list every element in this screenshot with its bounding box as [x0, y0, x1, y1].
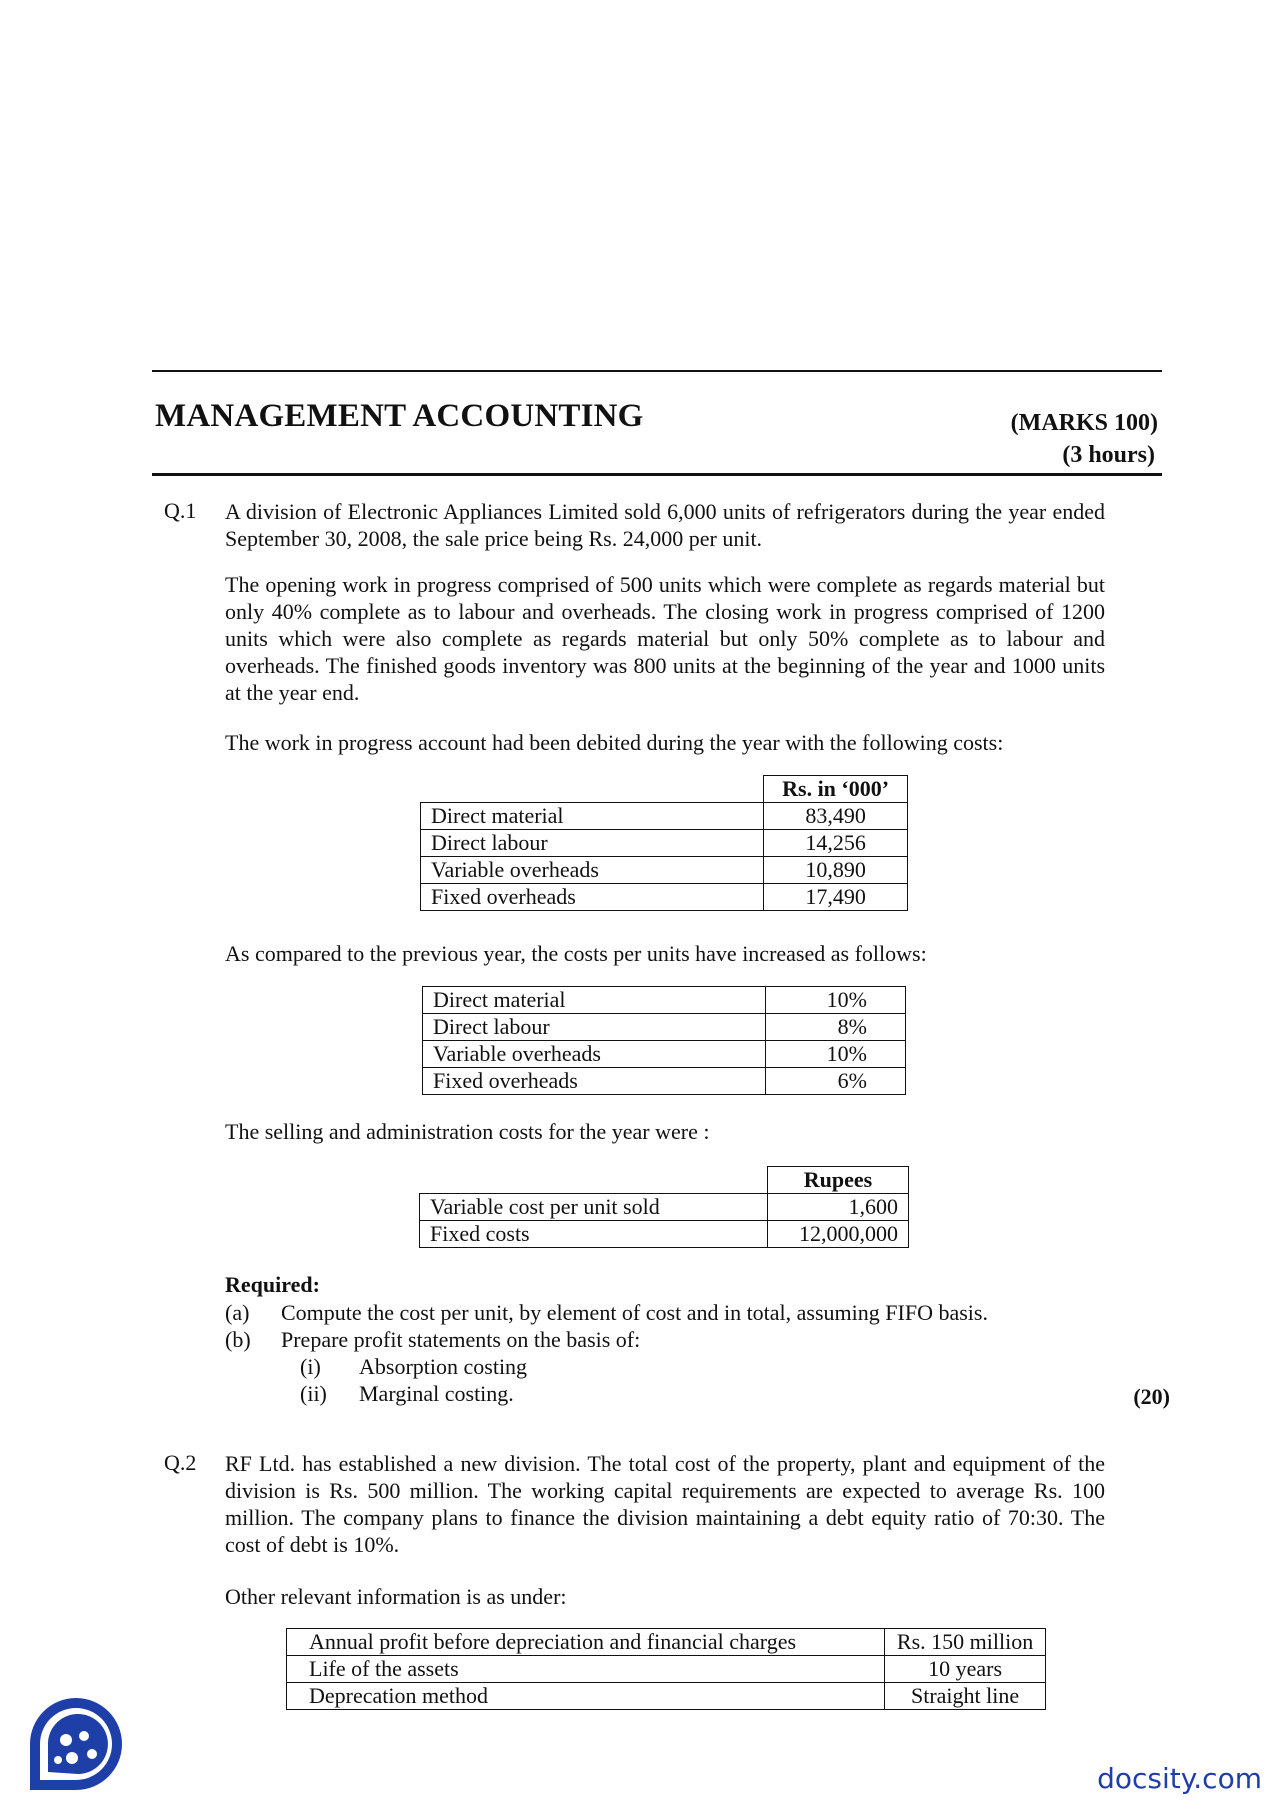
increase-value: 10%	[766, 1041, 906, 1068]
brand-link[interactable]: docsity.com	[1097, 1762, 1262, 1795]
requirement-b-label: (b)	[225, 1327, 251, 1352]
wip-costs-table	[420, 775, 908, 911]
info-label: Life of the assets	[287, 1656, 885, 1683]
table-header-row	[421, 776, 908, 803]
requirement-a-label: (a)	[225, 1300, 250, 1325]
cost-label: Fixed costs	[420, 1221, 768, 1248]
cost-value: 17,490	[764, 884, 908, 911]
info-label: Deprecation method	[287, 1683, 885, 1710]
cost-value: 83,490	[764, 803, 908, 830]
requirement-b-i-text: Absorption costing	[359, 1354, 528, 1379]
info-value: Rs. 150 million	[885, 1629, 1046, 1656]
question-1-marks: (20)	[1133, 1384, 1170, 1409]
table-row	[423, 1068, 906, 1095]
q1-paragraph-5: The selling and administration costs for the year were :	[225, 1119, 710, 1144]
requirement-b-text: Prepare profit statements on the basis of:	[281, 1327, 641, 1352]
cost-label: Variable overheads	[423, 1041, 766, 1068]
required-heading: Required:	[225, 1272, 320, 1297]
cost-increase-table	[422, 986, 906, 1095]
table-row	[287, 1656, 1046, 1683]
q2-paragraph-2: Other relevant information is as under:	[225, 1584, 567, 1609]
table-row	[421, 857, 908, 884]
selling-admin-costs-table	[419, 1166, 909, 1248]
table-row	[423, 1041, 906, 1068]
requirement-b-i-label: (i)	[300, 1354, 321, 1379]
question-1-number: Q.1	[164, 498, 197, 523]
requirement-b-ii-text: Marginal costing.	[359, 1381, 514, 1406]
exam-duration: (3 hours)	[1062, 442, 1155, 468]
cost-value: 10,890	[764, 857, 908, 884]
cost-label: Direct labour	[421, 830, 764, 857]
info-value: 10 years	[885, 1656, 1046, 1683]
table-row	[421, 830, 908, 857]
cost-label: Variable cost per unit sold	[420, 1194, 768, 1221]
q1-paragraph-3: The work in progress account had been debited during the year with the following costs:	[225, 730, 1004, 755]
cost-value: 12,000,000	[768, 1221, 909, 1248]
table-row	[421, 803, 908, 830]
cost-label: Fixed overheads	[421, 884, 764, 911]
requirement-b-ii-label: (ii)	[300, 1381, 327, 1406]
q2-info-table	[286, 1628, 1046, 1710]
table-row	[420, 1221, 909, 1248]
header-rule-top	[152, 370, 1162, 372]
increase-value: 10%	[766, 987, 906, 1014]
cost-value: 1,600	[768, 1194, 909, 1221]
total-marks: (MARKS 100)	[1010, 410, 1158, 436]
cost-label: Direct material	[421, 803, 764, 830]
cost-label: Variable overheads	[421, 857, 764, 884]
table-header-row	[420, 1167, 909, 1194]
cost-value: 14,256	[764, 830, 908, 857]
docsity-logo-icon[interactable]	[20, 1688, 138, 1805]
question-2-number: Q.2	[164, 1450, 197, 1475]
info-label: Annual profit before depreciation and financial charges	[287, 1629, 885, 1656]
table-header: Rupees	[768, 1167, 909, 1194]
q1-paragraph-4: As compared to the previous year, the costs per units have increased as follows:	[225, 941, 927, 966]
table-row	[421, 884, 908, 911]
table-row	[287, 1629, 1046, 1656]
q1-paragraph-1: A division of Electronic Appliances Limited sold 6,000 units of refrigerators during the year ended September 30, 2008, the sale price being Rs. 24,000 per unit.	[225, 499, 1105, 551]
cost-label: Direct material	[423, 987, 766, 1014]
q2-paragraph-1: RF Ltd. has established a new division. The total cost of the property, plant and equipment of the division is Rs. 500 million. The working capital requirements are expected to average Rs. 100 million. The company plans to finance the division maintaining a debt equity ratio of 70:30. The cost of debt is 10%.	[225, 1451, 1105, 1557]
q1-paragraph-2: The opening work in progress comprised of 500 units which were complete as regards material but only 40% complete as to labour and overheads. The closing work in progress comprised of 1200 units which were also complete as regards material but only 50% complete as to labour and overheads. The finished goods inventory was 800 units at the beginning of the year and 1000 units at the year end.	[225, 572, 1105, 705]
cost-label: Fixed overheads	[423, 1068, 766, 1095]
page-title: MANAGEMENT ACCOUNTING	[155, 398, 644, 434]
table-row	[420, 1194, 909, 1221]
table-row	[423, 987, 906, 1014]
requirement-a-text: Compute the cost per unit, by element of cost and in total, assuming FIFO basis.	[281, 1300, 988, 1325]
table-row	[287, 1683, 1046, 1710]
increase-value: 6%	[766, 1068, 906, 1095]
increase-value: 8%	[766, 1014, 906, 1041]
header-rule-bottom	[152, 473, 1162, 476]
table-row	[423, 1014, 906, 1041]
info-value: Straight line	[885, 1683, 1046, 1710]
cost-label: Direct labour	[423, 1014, 766, 1041]
table-header: Rs. in ‘000’	[764, 776, 908, 803]
